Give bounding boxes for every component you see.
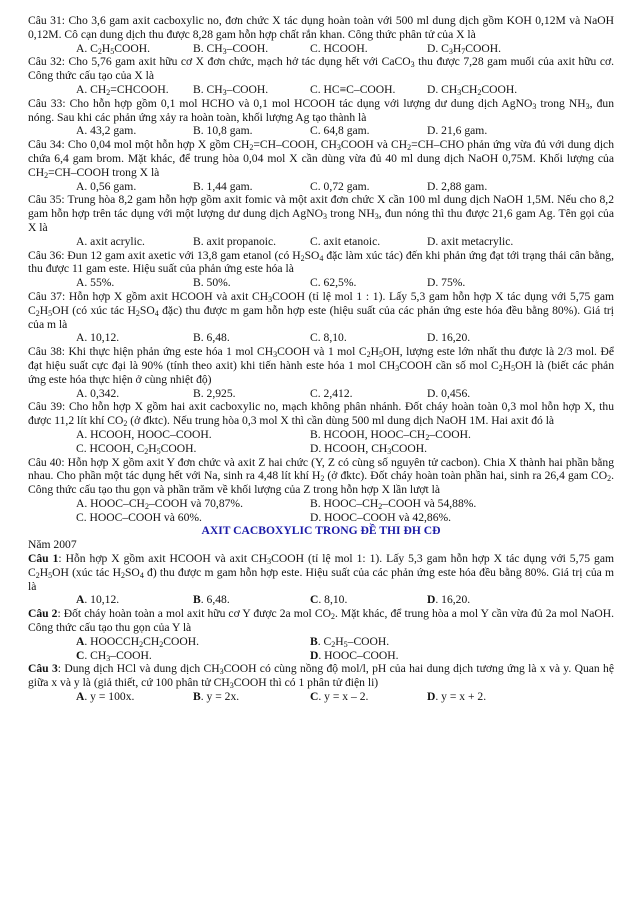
question-37-options [28,331,614,345]
question-33-options [28,124,614,138]
q31-option-a: A. $C_2H_5COOH$. [76,41,151,56]
q36-option-b: B. 50%. [193,276,231,290]
q35-option-c: C. axit etanoic. [310,234,381,248]
cau-3-option-c: C. y = x – 2. [310,690,369,704]
q38-option-d: D. 0,456. [427,386,471,400]
cau-3-option-d: D. y = x + 2. [427,690,487,704]
cau-1-text: : Hỗn hợp X gồm axit HCOOH và axit $CH_3COOH$ (tỉ lệ mol 1: 1). Lấy 5,3 gam hỗn hợp X tác dụng với 5,75 gam $C_2H_5OH$ (xúc tác $H_2SO_4$ đ) thu được m gam hỗn hợp este. Hiệu suất của các phản ứng este hóa đều bằng 80%. Giá trị của m là [28,552,614,593]
q39-option-b: B. HCOOH, HOOC–$CH_2$–COOH. [310,427,471,442]
question-34-text: Câu 34: Cho 0,04 mol một hỗn hợp X gồm $CH_2=CH$–COOH, $CH_3COOH$ và $CH_2=CH$–CHO phản ứng vừa đủ với dung dịch chứa 6,4 gam brom. Mặt khác, để trung hòa 0,04 mol X cần dùng vừa đủ 40 ml dung dịch NaOH 0,75M. Khối lượng của $CH_2=CH$–COOH trong X là [28,138,614,180]
q40-option-d: D. HOOC–COOH và 42,86%. [310,510,452,524]
question-32-options [28,83,614,97]
document-page [28,14,614,704]
q33-option-c: C. 64,8 gam. [310,124,370,138]
cau-2-options [28,635,614,663]
q34-option-a: A. 0,56 gam. [76,179,137,193]
cau-3-option-b: B. y = 2x. [193,690,240,704]
q31-option-c: C. HCOOH. [310,41,368,55]
q34-option-c: C. 0,72 gam. [310,179,370,193]
q33-option-d: D. 21,6 gam. [427,124,488,138]
cau-2-label: Câu 2 [28,607,58,621]
cau-1-question [28,552,614,593]
year-heading: Năm 2007 [28,538,77,552]
q32-option-d: D. $CH_3CH_2COOH$. [427,82,518,97]
q38-option-b: B. 2,925. [193,386,236,400]
question-36-text: Câu 36: Đun 12 gam axit axetic với 13,8 gam etanol (có $H_2SO_4$ đặc làm xúc tác) đến khi phản ứng đạt tới trạng thái cân bằng, thu được 11 gam este. Hiệu suất của phản ứng este hóa là [28,248,614,276]
question-40-options [28,497,614,525]
q31-option-d: D. $C_3H_7COOH$. [427,41,502,56]
q33-option-b: B. 10,8 gam. [193,124,253,138]
cau-3-option-a: A. y = 100x. [76,690,135,704]
q39-option-c: C. HCOOH, $C_2H_5COOH$. [76,441,197,456]
q37-option-c: C. 8,10. [310,331,347,345]
q31-option-b: B. $CH_3$–COOH. [193,41,269,56]
question-31-text: Câu 31: Cho 3,6 gam axit cacboxylic no, đơn chức X tác dụng hoàn toàn với 500 ml dung dịch gồm KOH 0,12M và NaOH 0,12M. Cô cạn dung dịch thu được 8,28 gam hỗn hợp chất rắn khan. Công thức phân tử của X là [28,14,614,41]
question-33-text: Câu 33: Cho hỗn hợp gồm 0,1 mol HCHO và 0,1 mol HCOOH tác dụng với lượng dư dung dịch AgNO$_3$ trong $NH_3$, đun nóng. Sau khi các phản ứng xảy ra hoàn toàn, khối lượng Ag tạo thành là [28,96,615,124]
question-35-text: Câu 35: Trung hòa 8,2 gam hỗn hợp gồm axit fomic và một axit đơn chức X cần 100 ml dung dịch NaOH 1,5M. Nếu cho 8,2 gam hỗn hợp trên tác dụng với một lượng dư dung dịch AgNO$_3$ trong $NH_3$, đun nóng thì thu được 21,6 gam Ag. Tên gọi của X là [28,193,614,234]
q35-option-a: A. axit acrylic. [76,234,145,248]
section-title: AXIT CACBOXYLIC TRONG ĐỀ THI ĐH CĐ [201,524,441,538]
q36-option-d: D. 75%. [427,276,466,290]
q38-option-a: A. 0,342. [76,386,120,400]
cau-3-options [28,690,614,704]
question-38-options [28,387,614,401]
question-37-text: Câu 37: Hỗn hợp X gồm axit HCOOH và axit $CH_3COOH$ (tỉ lệ mol 1 : 1). Lấy 5,3 gam hỗn hợp X tác dụng với 5,75 gam $C_2H_5OH$ (có xúc tác $H_2SO_4$ đặc) thu được m gam hỗn hợp este (hiệu suất của các phản ứng este hóa đều bằng 80%). Giá trị của m là [28,289,614,331]
q38-option-c: C. 2,412. [310,386,353,400]
cau-1-option-b: B. 6,48. [193,593,230,607]
cau-1-option-c: C. 8,10. [310,593,348,607]
question-39-options [28,428,614,456]
question-38-text: Câu 38: Khi thực hiện phản ứng este hóa 1 mol $CH_3COOH$ và 1 mol $C_2H_5OH$, lượng este lớn nhất thu được là 2/3 mol. Để đạt hiệu suất cực đại là 90% (tính theo axit) khi tiến hành este hóa 1 mol $CH_3COOH$ cần số mol $C_2H_5OH$ là (biết các phản ứng este hóa thực hiện ở cùng nhiệt độ) [28,345,614,386]
cau-2-option-a: A. $HOOCCH_2CH_2COOH$. [76,634,199,649]
cau-3-text: : Dung dịch HCl và dung dịch $CH_3COOH$ có cùng nồng độ mol/l, pH của hai dung dịch tương ứng là x và y. Quan hệ giữa x và y là (giả thiết, cứ 100 phân tử $CH_3COOH$ thì có 1 phân tử điện li) [28,662,614,691]
q40-option-c: C. HOOC–COOH và 60%. [76,510,202,524]
cau-1-label: Câu 1 [28,552,59,566]
question-39-text: Câu 39: Cho hỗn hợp X gồm hai axit cacboxylic no, mạch không phân nhánh. Đốt cháy hoàn toàn 0,3 mol hỗn hợp X, thu được 11,2 lít khí $CO_2$ (ở đktc). Nếu trung hòa 0,3 mol X thì cần dùng 500 ml dung dịch NaOH 1M. Hai axit đó là [28,400,614,429]
cau-3-question [28,662,614,690]
question-31-options [28,42,614,56]
q37-option-d: D. 16,20. [427,331,471,345]
q39-option-a: A. HCOOH, HOOC–COOH. [76,427,212,441]
cau-3-label: Câu 3 [28,662,58,676]
q37-option-b: B. 6,48. [193,331,230,345]
question-35-options [28,235,614,249]
cau-2-option-b: B. $C_2H_5$–COOH. [310,634,390,649]
q36-option-a: A. 55%. [76,276,115,290]
q37-option-a: A. 10,12. [76,331,120,345]
q32-option-c: C. HC≡C–COOH. [310,82,396,96]
q32-option-b: B. $CH_3$–COOH. [193,82,269,97]
question-40-text: Câu 40: Hỗn hợp X gồm axit Y đơn chức và axit Z hai chức (Y, Z có cùng số nguyên tử cacbon). Chia X thành hai phần bằng nhau. Cho phần một tác dụng hết với Na, sinh ra 4,48 lít khí $H_2$ (ở đktc). Đốt cháy hoàn toàn phần hai, sinh ra 26,4 gam $CO_2$. Công thức cấu tạo thu gọn và phần trăm về khối lượng của Z trong hỗn hợp X lần lượt là [28,455,614,497]
q33-option-a: A. 43,2 gam. [76,124,137,138]
question-32-text: Câu 32: Cho 5,76 gam axit hữu cơ X đơn chức, mạch hở tác dụng hết với CaCO$_3$ thu được 7,28 gam muối của axit hữu cơ. Công thức cấu tạo của X là [28,55,614,83]
q34-option-b: B. 1,44 gam. [193,179,253,193]
cau-2-option-d: D. HOOC–COOH. [310,648,399,662]
cau-2-text: : Đốt cháy hoàn toàn a mol axit hữu cơ Y được 2a mol $CO_2$. Mặt khác, để trung hòa a mol Y cần vừa đủ 2a mol NaOH. Công thức cấu tạo thu gọn của Y là [28,607,614,635]
cau-1-option-d: D. 16,20. [427,593,471,607]
q35-option-b: B. axit propanoic. [193,234,277,248]
q32-option-a: A. $CH_2=CHCOOH$. [76,82,169,97]
q36-option-c: C. 62,5%. [310,276,357,290]
q35-option-d: D. axit metacrylic. [427,234,514,248]
q39-option-d: D. HCOOH, $CH_3COOH$. [310,441,428,456]
cau-1-options [28,593,614,607]
cau-2-question [28,607,614,635]
question-34-options [28,180,614,194]
q40-option-a: A. HOOC–$CH_2$–COOH và 70,87%. [76,496,243,511]
cau-1-option-a: A. 10,12. [76,593,120,607]
question-36-options [28,276,614,290]
cau-2-option-c: C. $CH_3$–COOH. [76,648,152,663]
q34-option-d: D. 2,88 gam. [427,179,488,193]
q40-option-b: B. HOOC–$CH_2$–COOH và 54,88%. [310,496,477,511]
